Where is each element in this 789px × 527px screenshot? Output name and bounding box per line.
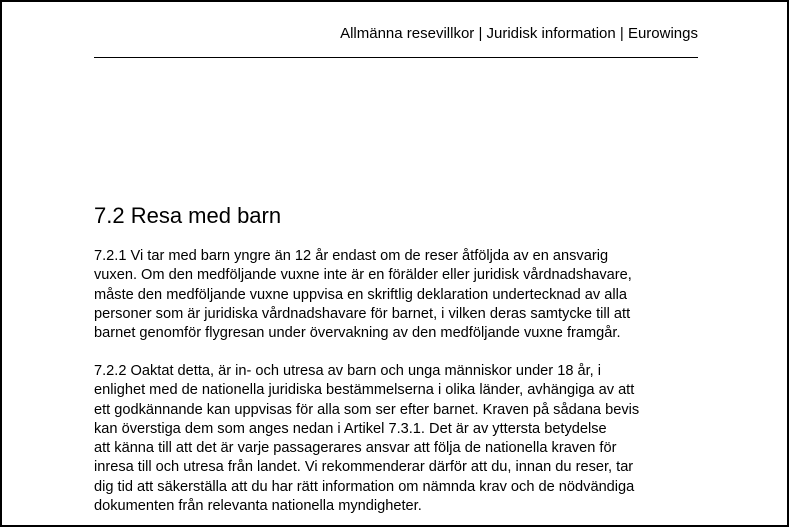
header-divider [94,57,698,58]
paragraph-line: enlighet med de nationella juridiska bestämmelserna i olika länder, avhängiga av att [94,382,635,399]
paragraph-7-2-1 [94,247,704,343]
paragraph-line: barnet genomför flygresan under övervakning av den medföljande vuxne framgår. [94,325,621,342]
section-heading: 7.2 Resa med barn [94,203,282,228]
paragraph-line: personer som är juridiska vårdnadshavare för barnet, i vilken deras samtycke till att [94,305,631,322]
paragraph-line: dig tid att säkerställa att du har rätt information om nämnda krav och de nödvändiga [94,478,635,495]
paragraph-line: 7.2.2 Oaktat detta, är in- och utresa av barn och unga människor under 18 år, i [94,363,602,379]
page-header: Allmänna resevillkor | Juridisk information | Eurowings [340,25,698,42]
paragraph-7-2-2 [94,362,704,516]
paragraph-line: inresa till och utresa från landet. Vi rekommenderar därför att du, innan du reser, tar [94,459,634,476]
paragraph-line: måste den medföljande vuxne uppvisa en skriftlig deklaration undertecknad av alla [94,286,627,303]
paragraph-line: att känna till att det är varje passagerares ansvar att följa de nationella kraven för [94,440,617,457]
paragraph-line: dokumenten från relevanta nationella myndigheter. [94,498,422,515]
paragraph-line: vuxen. Om den medföljande vuxne inte är en förälder eller juridisk vårdnadshavare, [94,267,632,284]
paragraph-line: ett godkännande kan uppvisas för alla som ser efter barnet. Kraven på sådana bevis [94,401,640,418]
paragraph-line: kan överstiga dem som anges nedan i Artikel 7.3.1. Det är av yttersta betydelse [94,420,607,437]
paragraph-line: 7.2.1 Vi tar med barn yngre än 12 år endast om de reser åtföljda av en ansvarig [94,248,609,264]
